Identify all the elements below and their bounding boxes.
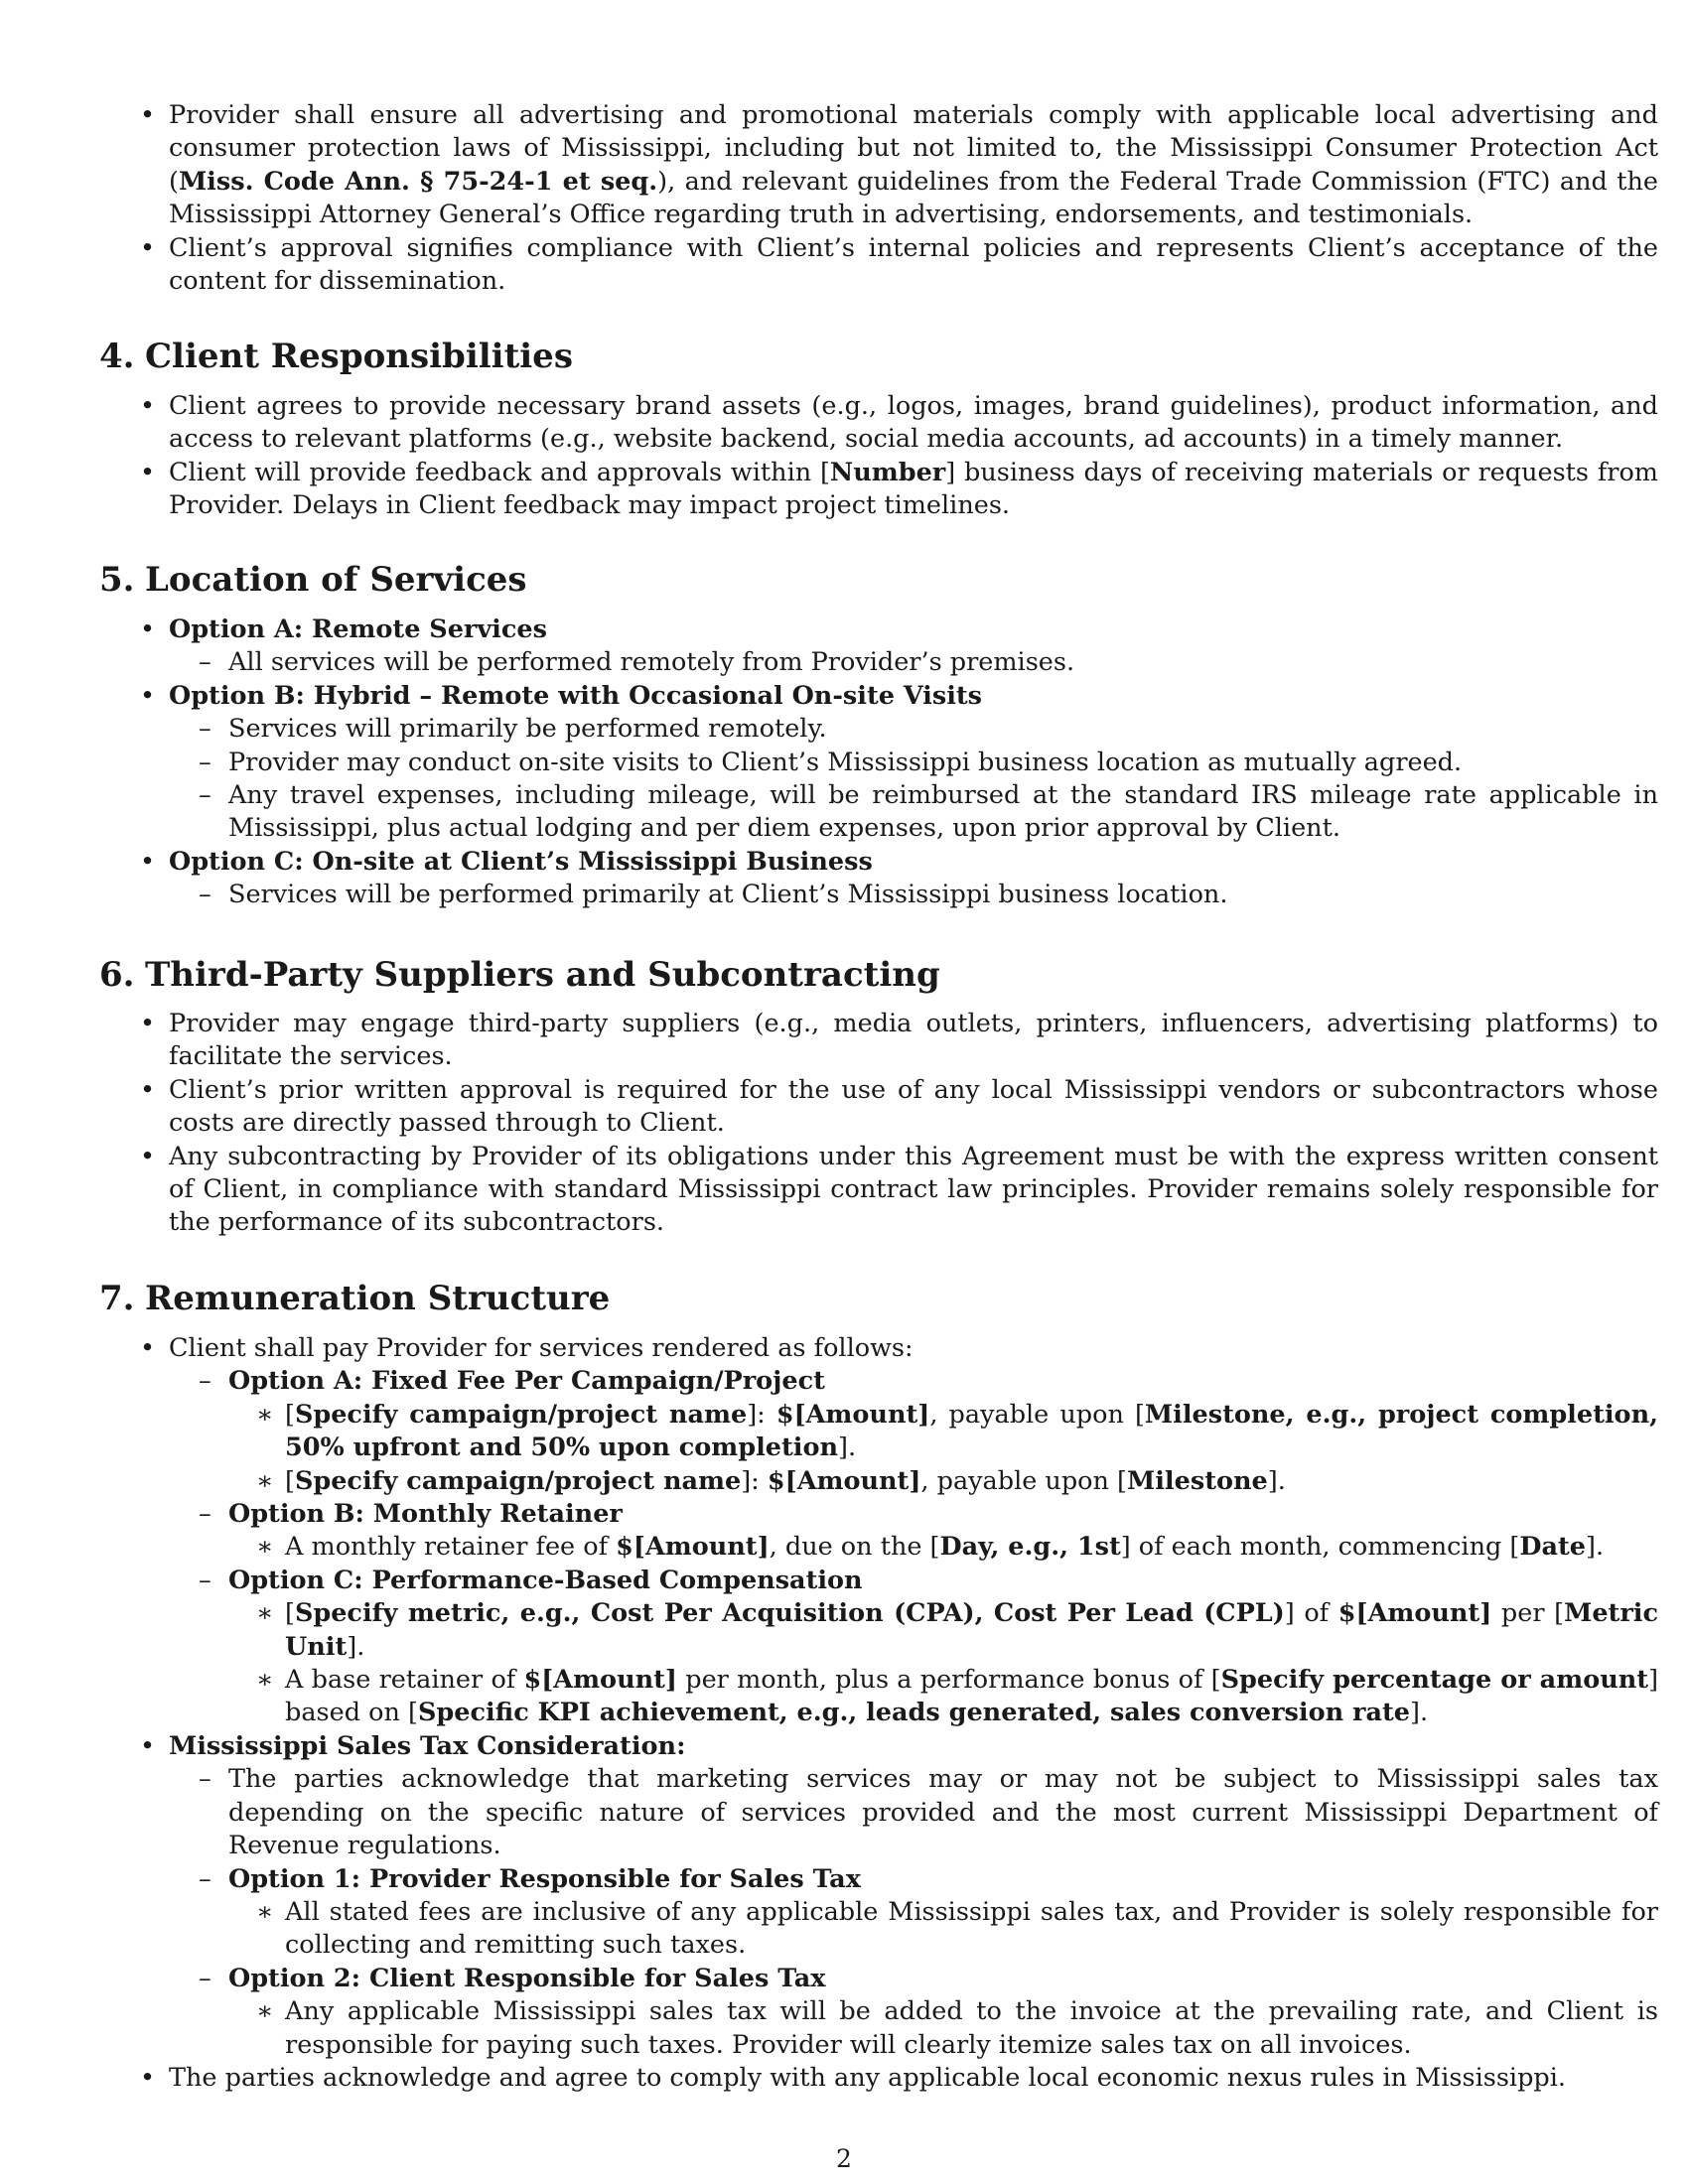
list-item: – Option C: Performance-Based Compensation ∗ [Specify metric, e.g., Cost Per Acquisition (CPA), Cost Per Lead (CPL)] of $[Amount] per [Metric Unit]. ∗ A base retainer of $[Amount] per month, plus a performance bonus of [Specify percentage or amount] based on [Specific KPI achievement, e.g., leads generated, sales conversion rate]. [228, 1565, 1658, 1730]
list-item: • Provider shall ensure all advertising and promotional materials comply with applicable local advertising and consumer protection laws of Mississippi, including but not limited to, the Mississippi Consumer Protection Act (Miss. Code Ann. § 75-24-1 et seq.), and relevant guidelines from the Federal Trade Commission (FTC) and the Mississippi Attorney General’s Office regarding truth in advertising, endorsements, and testimonials. [169, 99, 1658, 232]
list-item: • Option A: Remote Services – All services will be performed remotely from Provider’s premises. [169, 614, 1658, 680]
list-item: • Client shall pay Provider for services rendered as follows: – Option A: Fixed Fee Per Campaign/Project ∗ [Specify campaign/project name]: $[Amount], payable upon [Milestone, e.g., project completion, 50% upfront and 50% upon completion]. ∗ [Specify campaign/project name]: $[Amount], payable upon [Milestone]. – Option B: Monthly Retainer ∗ A monthly retainer fee of $[Amount], due on the [Day, e.g., 1st] of each month, commencing [Date]. – Option C: Performance-Based Compensation ∗ [Specify metric, e.g., Cost Per Acquisition (CPA), Cost Per Lead (CPL)] of $[Amount] per [Metric Unit]. ∗ A base retainer of $[Amount] per month, plus a performance bonus of [Specify percentage or amount] based on [Specific KPI achievement, e.g., leads generated, sales conversion rate]. [169, 1332, 1658, 1730]
list-item: ∗ Any applicable Mississippi sales tax will be added to the invoice at the prevailing rate, and Client is responsible for paying such taxes. Provider will clearly itemize sales tax on all invoices. [285, 1995, 1658, 2062]
section-6-list [99, 1008, 1658, 1240]
list-item: • Client will provide feedback and approvals within [Number] business days of receiving materials or requests from Provider. Delays in Client feedback may impact project timelines. [169, 457, 1658, 523]
list-item: ∗ All stated fees are inclusive of any applicable Mississippi sales tax, and Provider is solely responsible for collecting and remitting such taxes. [285, 1896, 1658, 1963]
page-number: 2 [836, 2144, 852, 2173]
list-item: – Option B: Monthly Retainer ∗ A monthly retainer fee of $[Amount], due on the [Day, e.g., 1st] of each month, commencing [Date]. [228, 1498, 1658, 1565]
list-item: – Services will be performed primarily at Client’s Mississippi business location. [228, 879, 1658, 911]
section-5-heading: 5. Location of Services [99, 560, 527, 600]
list-item: • Client agrees to provide necessary brand assets (e.g., logos, images, brand guidelines), product information, and access to relevant platforms (e.g., website backend, social media accounts, ad accounts) in a timely manner. [169, 390, 1658, 457]
list-item: – Option 2: Client Responsible for Sales Tax ∗ Any applicable Mississippi sales tax will be added to the invoice at the prevailing rate, and Client is responsible for paying such taxes. Provider will clearly itemize sales tax on all invoices. [228, 1963, 1658, 2062]
list-item: • The parties acknowledge and agree to comply with any applicable local economic nexus rules in Mississippi. [169, 2062, 1658, 2095]
list-item: – The parties acknowledge that marketing services may or may not be subject to Mississippi sales tax depending on the specific nature of services provided and the most current Mississippi Department of Revenue regulations. [228, 1763, 1658, 1862]
list-item: ∗ A monthly retainer fee of $[Amount], due on the [Day, e.g., 1st] of each month, commencing [Date]. [285, 1531, 1658, 1564]
list-item: • Mississippi Sales Tax Consideration: – The parties acknowledge that marketing services may or may not be subject to Mississippi sales tax depending on the specific nature of services provided and the most current Mississippi Department of Revenue regulations. – Option 1: Provider Responsible for Sales Tax ∗ All stated fees are inclusive of any applicable Mississippi sales tax, and Provider is solely responsible for collecting and remitting such taxes. – Option 2: Client Responsible for Sales Tax ∗ Any applicable Mississippi sales tax will be added to the invoice at the prevailing rate, and Client is responsible for paying such taxes. Provider will clearly itemize sales tax on all invoices. [169, 1730, 1658, 2062]
section-7-heading: 7. Remuneration Structure [99, 1279, 611, 1318]
list-item: – Services will primarily be performed remotely. [228, 713, 1658, 746]
section-5-list [99, 614, 1658, 912]
list-item: – Option A: Fixed Fee Per Campaign/Project ∗ [Specify campaign/project name]: $[Amount], payable upon [Milestone, e.g., project completion, 50% upfront and 50% upon completion]. ∗ [Specify campaign/project name]: $[Amount], payable upon [Milestone]. [228, 1365, 1658, 1498]
list-item: • Client’s prior written approval is required for the use of any local Mississippi vendors or subcontractors whose costs are directly passed through to Client. [169, 1074, 1658, 1141]
section-6-heading: 6. Third-Party Suppliers and Subcontracting [99, 955, 940, 995]
list-item: – Provider may conduct on-site visits to Client’s Mississippi business location as mutually agreed. [228, 747, 1658, 779]
section-4-heading: 4. Client Responsibilities [99, 337, 573, 376]
section-4-list [99, 390, 1658, 523]
list-item: ∗ [Specify metric, e.g., Cost Per Acquisition (CPA), Cost Per Lead (CPL)] of $[Amount] per [Metric Unit]. [285, 1597, 1658, 1664]
list-item: – Any travel expenses, including mileage, will be reimbursed at the standard IRS mileage rate applicable in Mississippi, plus actual lodging and per diem expenses, upon prior approval by Client. [228, 779, 1658, 846]
list-item: – All services will be performed remotely from Provider’s premises. [228, 646, 1658, 679]
list-item: • Option B: Hybrid – Remote with Occasional On-site Visits – Services will primarily be performed remotely. – Provider may conduct on-site visits to Client’s Mississippi business location as mutually agreed. – Any travel expenses, including mileage, will be reimbursed at the standard IRS mileage rate applicable in Mississippi, plus actual lodging and per diem expenses, upon prior approval by Client. [169, 680, 1658, 846]
list-item: ∗ A base retainer of $[Amount] per month, plus a performance bonus of [Specify percentage or amount] based on [Specific KPI achievement, e.g., leads generated, sales conversion rate]. [285, 1664, 1658, 1730]
list-item: • Client’s approval signifies compliance with Client’s internal policies and represents Client’s acceptance of the content for dissemination. [169, 232, 1658, 299]
document-page [99, 0, 1659, 2184]
list-item: ∗ [Specify campaign/project name]: $[Amount], payable upon [Milestone]. [285, 1465, 1658, 1498]
intro-bullet-list [99, 99, 1658, 298]
list-item: • Option C: On-site at Client’s Mississippi Business – Services will be performed primarily at Client’s Mississippi business location. [169, 846, 1658, 912]
list-item: • Any subcontracting by Provider of its obligations under this Agreement must be with the express written consent of Client, in compliance with standard Mississippi contract law principles. Provider remains solely responsible for the performance of its subcontractors. [169, 1141, 1658, 1240]
list-item: ∗ [Specify campaign/project name]: $[Amount], payable upon [Milestone, e.g., project completion, 50% upfront and 50% upon completion]. [285, 1399, 1658, 1465]
section-7-list [99, 1332, 1658, 2095]
list-item: – Option 1: Provider Responsible for Sales Tax ∗ All stated fees are inclusive of any applicable Mississippi sales tax, and Provider is solely responsible for collecting and remitting such taxes. [228, 1863, 1658, 1963]
list-item: • Provider may engage third-party suppliers (e.g., media outlets, printers, influencers, advertising platforms) to facilitate the services. [169, 1008, 1658, 1074]
